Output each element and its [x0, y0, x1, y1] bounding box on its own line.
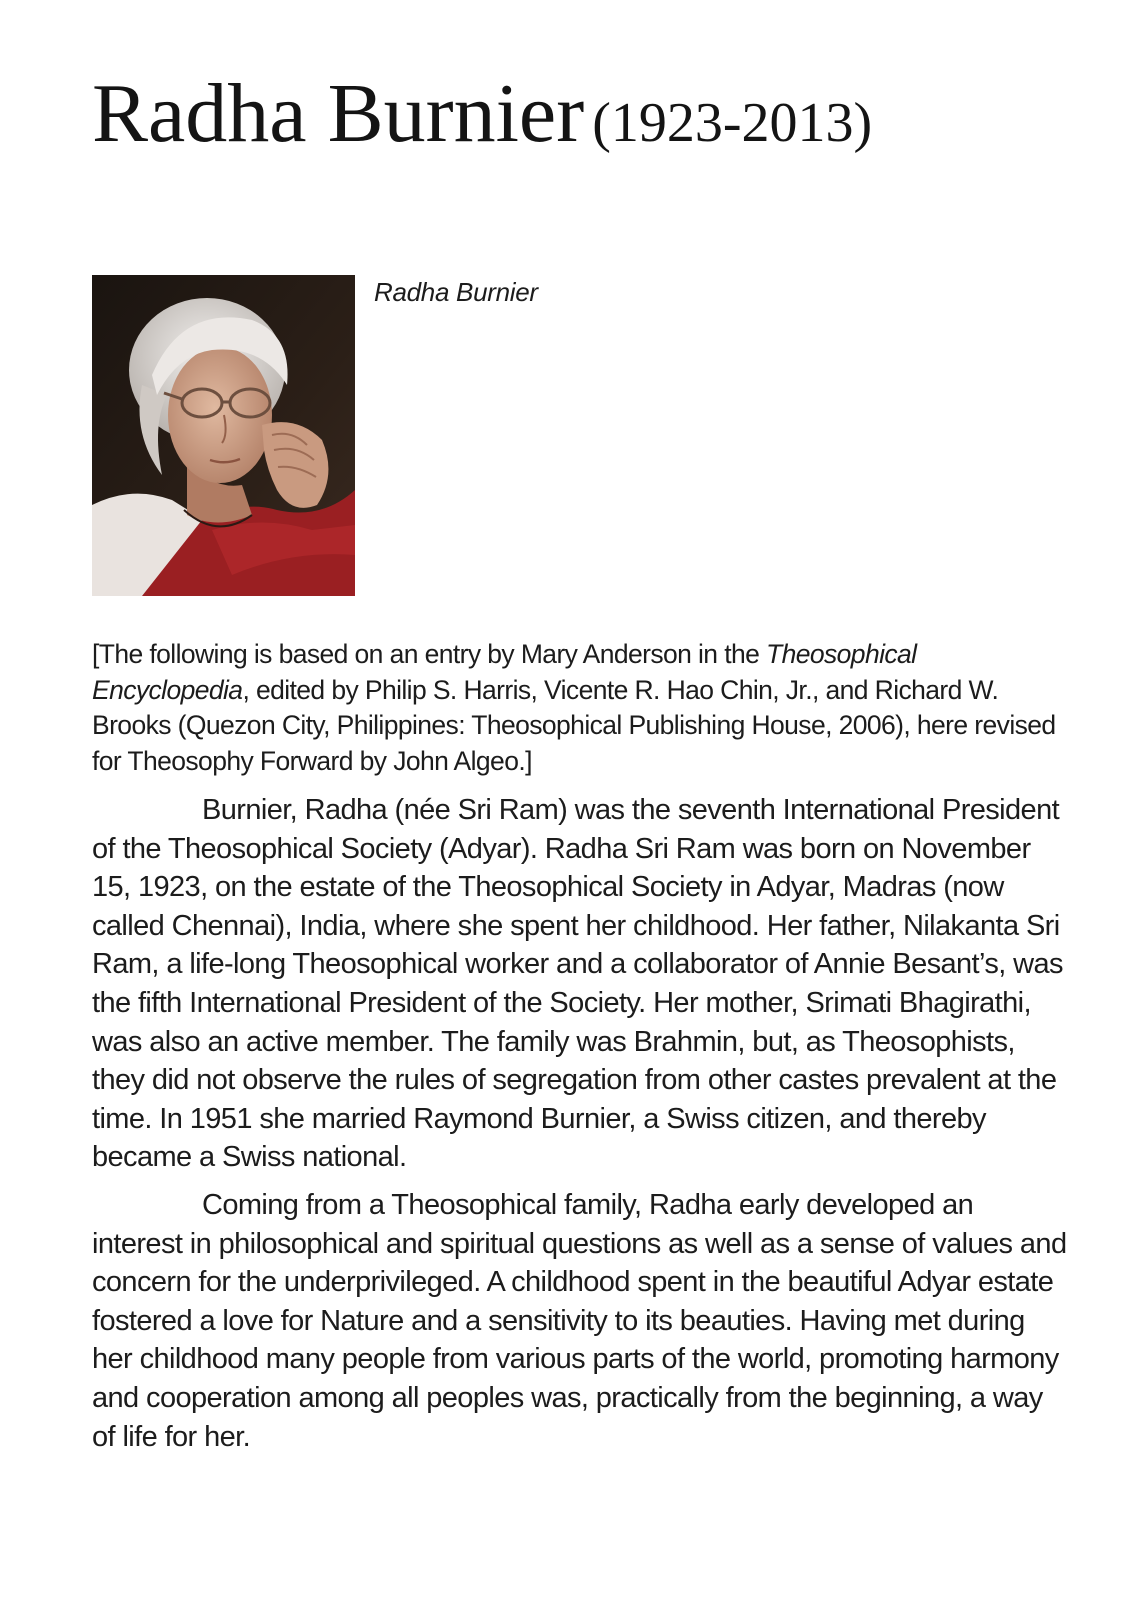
article-body	[92, 791, 1070, 1465]
page-title	[92, 67, 873, 160]
portrait-illustration	[92, 275, 355, 596]
paragraph: Coming from a Theosophical family, Radha early developed an interest in philosophical and spiritual questions as well as a sense of values and concern for the underprivileged. A childhood spent in the beautiful Adyar estate fostered a love for Nature and a sensitivity to its beauties. Having met during her childhood many people from various parts of the world, promoting harmony and cooperation among all peoples was, practically from the beginning, a way of life for her.	[92, 1188, 1067, 1453]
source-note-text: [The following is based on an entry by Mary Anderson in the	[92, 639, 767, 669]
paragraph: Burnier, Radha (née Sri Ram) was the seventh International President of the Theosophical Society (Adyar). Radha Sri Ram was born on November 15, 1923, on the estate of the Theosophical Society in Adyar, Madras (now called Chennai), India, where she spent her childhood. Her father, Nilakanta Sri Ram, a life-long Theosophical worker and a collaborator of Annie Besant’s, was the fifth International President of the Society. Her mother, Srimati Bhagirathi, was also an active member. The family was Brahmin, but, as Theosophists, they did not observe the rules of segregation from other castes prevalent at the time. In 1951 she married Raymond Burnier, a Swiss citizen, and thereby became a Swiss national.	[92, 794, 1063, 1174]
photo-caption: Radha Burnier	[374, 277, 538, 307]
title-years: (1923-2013)	[592, 92, 873, 154]
title-name: Radha Burnier	[92, 67, 585, 160]
source-note	[92, 637, 1062, 779]
source-note-text-cont: , edited by Philip S. Harris, Vicente R. Hao Chin, Jr., and Richard W. Brooks (Quezon City, Philippines: Theosophical Publishing House, 2006), here revised for Theosophy Forward by John Algeo.]	[92, 674, 1056, 776]
source-note-book-title: Theosophical Encyclopedia	[92, 639, 917, 705]
portrait-photo	[92, 275, 355, 596]
